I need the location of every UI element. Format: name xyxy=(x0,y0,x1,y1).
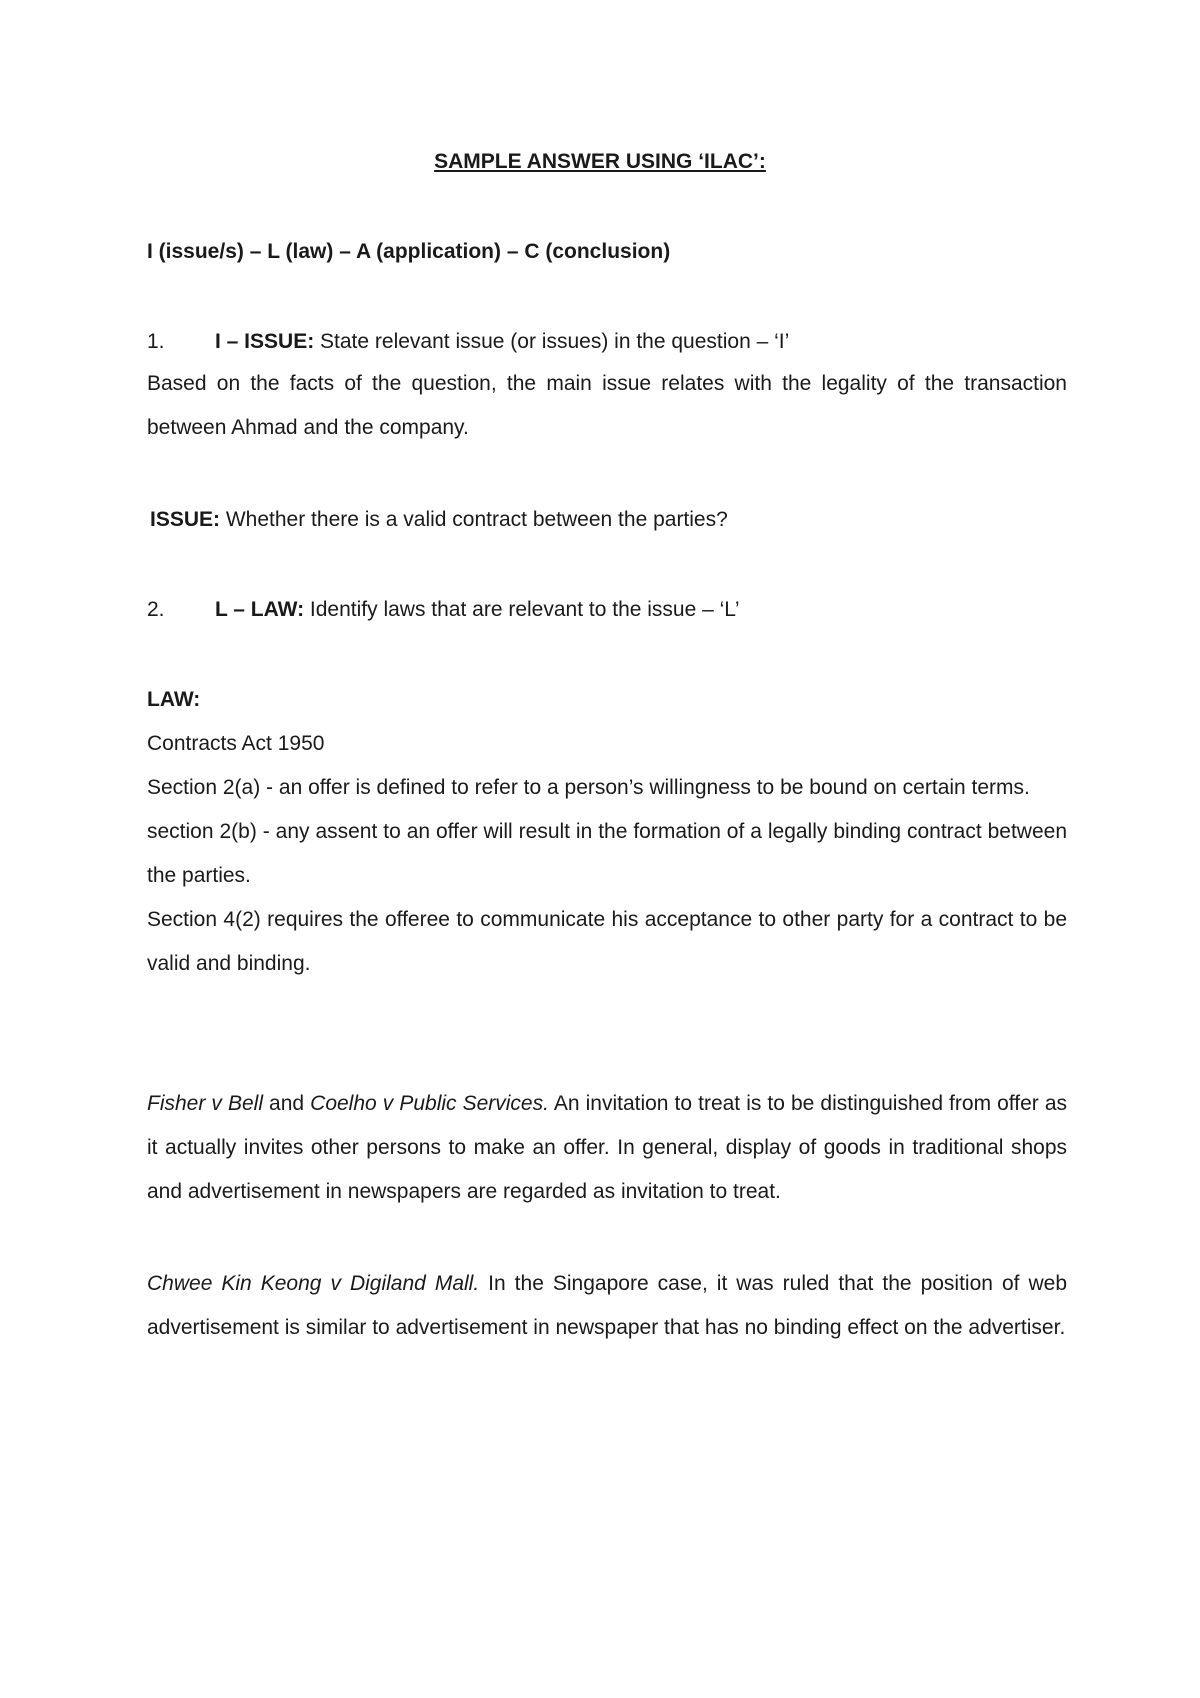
page-title: SAMPLE ANSWER USING ‘ILAC’: xyxy=(434,150,766,173)
step-number: 1. xyxy=(147,330,165,353)
step-text: Identify laws that are relevant to the issue – ‘L’ xyxy=(304,598,740,621)
case-text: An invitation to treat is to be distinguished from offer as it actually invites other persons to make an offer. In general, display of goods in traditional shops and advertisement in newspapers are regarded as invitation to treat. xyxy=(147,1092,1068,1203)
ilac-sep: – xyxy=(501,240,525,263)
issue-label: ISSUE: xyxy=(150,508,221,531)
ilac-i: I (issue/s) xyxy=(147,240,244,263)
case-paragraph-2 xyxy=(147,1262,1067,1350)
law-label: LAW: xyxy=(147,688,201,711)
law-section xyxy=(147,678,1067,986)
issue-text: Whether there is a valid contract between the parties? xyxy=(220,508,728,531)
section-4-2: Section 4(2) requires the offeree to communicate his acceptance to other party for a contract to be valid and binding. xyxy=(147,908,1067,975)
case-paragraph-1 xyxy=(147,1082,1067,1214)
ilac-a: A (application) xyxy=(355,240,501,263)
step-heading: I – ISSUE: xyxy=(215,330,315,353)
case-name: Chwee Kin Keong v Digiland Mall. xyxy=(147,1272,480,1295)
issue-paragraph: Based on the facts of the question, the main issue relates with the legality of the transaction between Ahmad and the company. xyxy=(147,372,1067,439)
act-name: Contracts Act 1950 xyxy=(147,732,325,755)
step-text: State relevant issue (or issues) in the question – ‘I’ xyxy=(314,330,790,353)
step-heading: L – LAW: xyxy=(215,598,305,621)
case-name: Fisher v Bell xyxy=(147,1092,263,1115)
ilac-c: C (conclusion) xyxy=(524,240,671,263)
section-2a: Section 2(a) - an offer is defined to refer to a person’s willingness to be bound on certain terms. xyxy=(147,776,1030,799)
case-connector: and xyxy=(262,1092,311,1115)
section-2b: section 2(b) - any assent to an offer will result in the formation of a legally binding contract between the parties. xyxy=(147,820,1067,887)
ilac-l: L (law) xyxy=(267,240,334,263)
case-name: Coelho v Public Services. xyxy=(310,1092,549,1115)
step-number: 2. xyxy=(147,598,165,621)
ilac-sep: – xyxy=(243,240,268,263)
step-2-heading xyxy=(147,588,1067,632)
step-1-heading xyxy=(147,320,1067,364)
ilac-line xyxy=(147,230,1067,274)
issue-statement xyxy=(150,498,1070,542)
case-text: In the Singapore case, it was ruled that the position of web advertisement is similar to advertisement in newspaper that has no binding effect on the advertiser. xyxy=(147,1272,1067,1339)
ilac-sep: – xyxy=(333,240,356,263)
